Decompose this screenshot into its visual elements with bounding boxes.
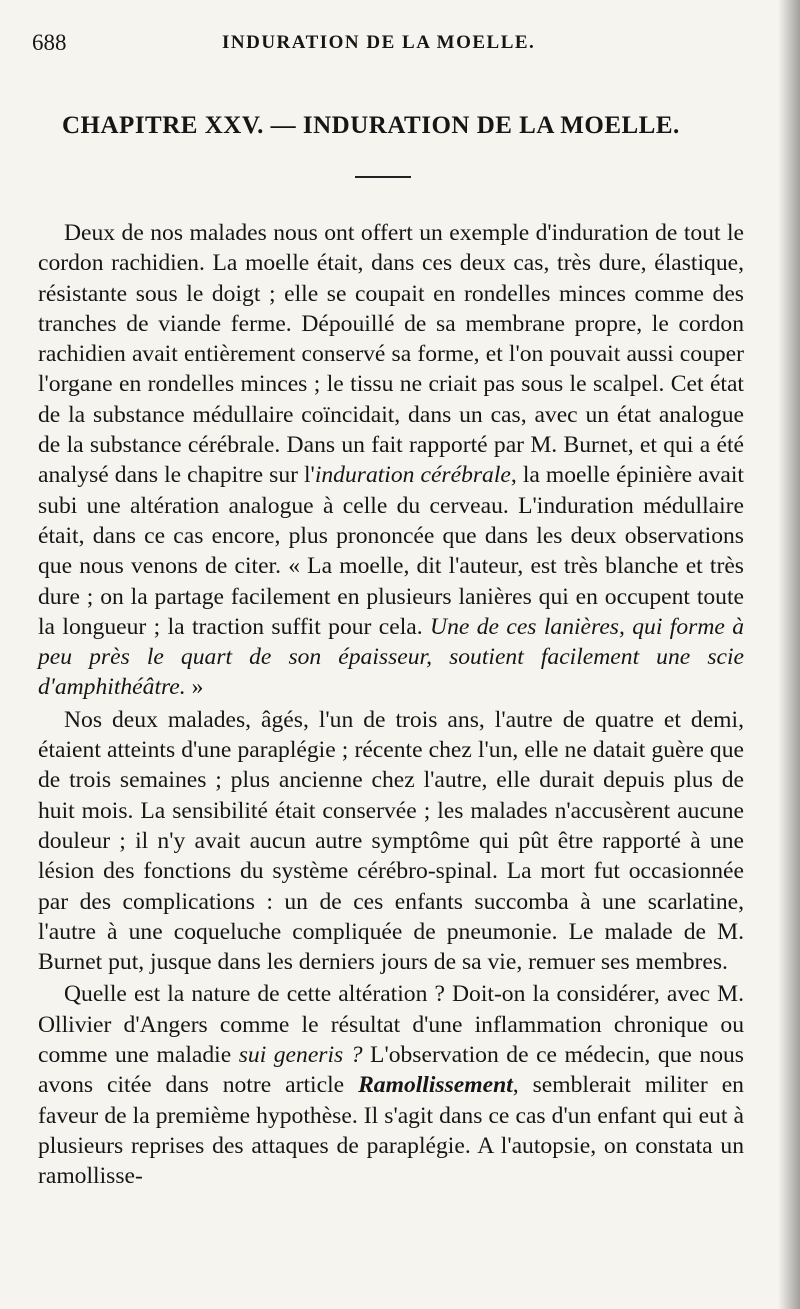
paragraph-3 <box>38 979 744 1191</box>
chapter-title: CHAPITRE XXV. — INDURATION DE LA MOELLE. <box>62 112 680 139</box>
page-number: 688 <box>32 30 67 55</box>
paragraph-1 <box>38 218 744 703</box>
paragraph-3-text-1: Quelle est la nature de cette altération ? Doit-on la considérer, avec M. Ollivier d'Angers comme le résultat d'une inflammation chronique ou comme une maladie <box>38 981 744 1069</box>
paragraph-1-text-3: » <box>185 674 204 701</box>
page-edge-shadow <box>778 0 800 1309</box>
paragraph-1-text-2: , la moelle épinière avait subi une altération analogue à celle du cerveau. L'induration médullaire était, dans ce cas encore, plus prononcée que dans les deux observations que nous venons de citer. « La moelle, dit l'auteur, est très blanche et très dure ; on la partage facilement en plusieurs lanières qui en occupent toute la longueur ; la traction suffit pour cela. <box>38 462 744 640</box>
paragraph-2 <box>38 705 744 978</box>
paragraph-2-text: Nos deux malades, âgés, l'un de trois ans, l'autre de quatre et demi, étaient atteints d'une paraplégie ; récente chez l'un, elle ne datait guère que de trois semaines ; plus ancienne chez l'autre, elle durait depuis plus de huit mois. La sensibilité était conservée ; les malades n'accusèrent aucune douleur ; il n'y avait aucun autre symptôme qui pût être rapporté à une lésion des fonctions du système cérébro-spinal. La mort fut occasionnée par des complications : un de ces enfants succomba à une scarlatine, l'autre à une coqueluche compliquée de pneumonie. Le malade de M. Burnet put, jusque dans les derniers jours de sa vie, remuer ses membres. <box>38 706 744 976</box>
body-text <box>38 218 744 1192</box>
paragraph-3-text-2: L'observation de ce médecin, que nous avons citée dans notre article <box>38 1042 744 1099</box>
paragraph-1-text-1: Deux de nos malades nous ont offert un exemple d'induration de tout le cordon rachidien. La moelle était, dans ces deux cas, très dure, élastique, résistante sous le doigt ; elle se coupait en rondelles minces comme des tranches de viande ferme. Dépouillé de sa membrane propre, le cordon rachidien avait entièrement conservé sa forme, et l'on pouvait aussi couper l'organe en rondelles minces ; le tissu ne criait pas sous le scalpel. Cet état de la substance médullaire coïncidait, dans un cas, avec un état analogue de la substance cérébrale. Dans un fait rapporté par M. Burnet, et qui a été analysé dans le chapitre sur l' <box>38 220 744 489</box>
paragraph-1-italic-2: Une de ces lanières, qui forme à peu près le quart de son épaisseur, soutient facilement une scie d'amphithéâtre. <box>38 613 745 701</box>
paragraph-3-italic-1: sui generis ? <box>238 1042 363 1069</box>
paragraph-3-bold-italic-1: Ramollissement <box>358 1072 513 1099</box>
paragraph-3-text-3: , semblerait militer en faveur de la premième hypothèse. Il s'agit dans ce cas d'un enfant qui eut à plusieurs reprises des attaques de paraplégie. A l'autopsie, on constata un ramollisse- <box>38 1072 744 1190</box>
running-title: INDURATION DE LA MOELLE. <box>222 32 536 53</box>
paragraph-1-italic-1: induration cérébrale <box>314 462 511 489</box>
running-head <box>32 30 760 60</box>
section-rule <box>355 176 411 178</box>
